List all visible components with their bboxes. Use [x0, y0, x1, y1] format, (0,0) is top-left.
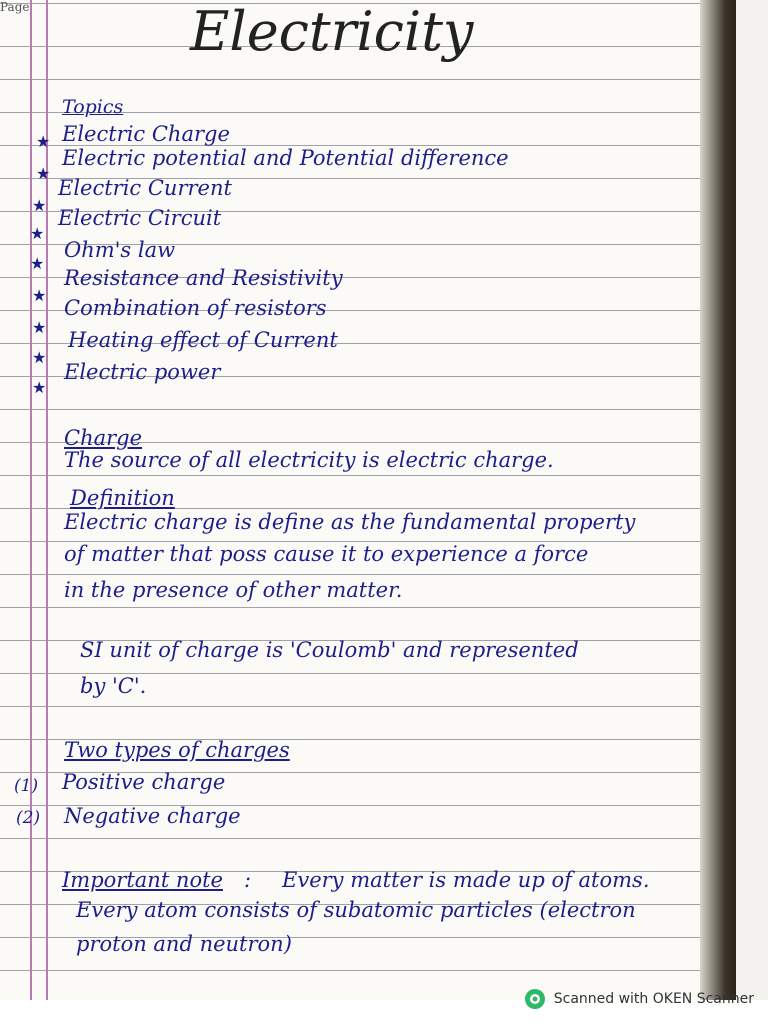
note-separator: :: [244, 868, 252, 892]
si-unit-line: SI unit of charge is 'Coulomb' and represented: [80, 638, 579, 662]
bullet-star-icon: ★: [32, 318, 47, 337]
page-title: Electricity: [190, 0, 474, 63]
definition-line: Electric charge is define as the fundamental property: [64, 510, 636, 534]
bullet-star-icon: ★: [32, 286, 47, 305]
topics-heading: Topics: [62, 96, 124, 118]
si-unit-line: by 'C'.: [80, 674, 147, 698]
topic-item: Electric Charge: [62, 122, 230, 146]
topic-item: Combination of resistors: [64, 296, 327, 320]
note-line: Every atom consists of subatomic particles (electron: [76, 898, 636, 922]
list-number: (1): [14, 776, 39, 796]
scanner-label: Scanned with OKEN Scanner: [553, 991, 754, 1007]
list-number: (2): [16, 808, 41, 828]
bullet-star-icon: ★: [36, 132, 51, 151]
charge-type-item: Positive charge: [62, 770, 226, 794]
bullet-star-icon: ★: [32, 196, 47, 215]
charge-intro: The source of all electricity is electric charge.: [64, 448, 554, 472]
topic-item: Ohm's law: [64, 238, 176, 262]
note-line: proton and neutron): [76, 932, 292, 956]
definition-line: in the presence of other matter.: [64, 578, 403, 602]
note-heading: Important note: [62, 868, 223, 892]
page-corner-mark: Page: [0, 0, 30, 14]
bullet-star-icon: ★: [30, 254, 45, 273]
bullet-star-icon: ★: [32, 378, 47, 397]
scanner-logo-icon: [524, 988, 546, 1010]
bullet-star-icon: ★: [36, 164, 51, 183]
topic-item: Electric Circuit: [58, 206, 222, 230]
charge-heading: Charge: [64, 426, 143, 450]
scanner-watermark: [524, 988, 754, 1010]
topic-item: Electric Current: [58, 176, 232, 200]
page-edge-shadow: [700, 0, 736, 1000]
bullet-star-icon: ★: [32, 348, 47, 367]
charge-types-heading: Two types of charges: [64, 738, 290, 762]
topic-item: Electric potential and Potential difference: [62, 146, 509, 170]
definition-line: of matter that poss cause it to experience a force: [64, 542, 589, 566]
charge-type-item: Negative charge: [64, 804, 241, 828]
margin-line: [30, 0, 32, 1000]
definition-heading: Definition: [70, 486, 175, 510]
topic-item: Resistance and Resistivity: [64, 266, 343, 290]
bullet-star-icon: ★: [30, 224, 45, 243]
topic-item: Heating effect of Current: [68, 328, 338, 352]
topic-item: Electric power: [64, 360, 221, 384]
note-line: Every matter is made up of atoms.: [282, 868, 650, 892]
